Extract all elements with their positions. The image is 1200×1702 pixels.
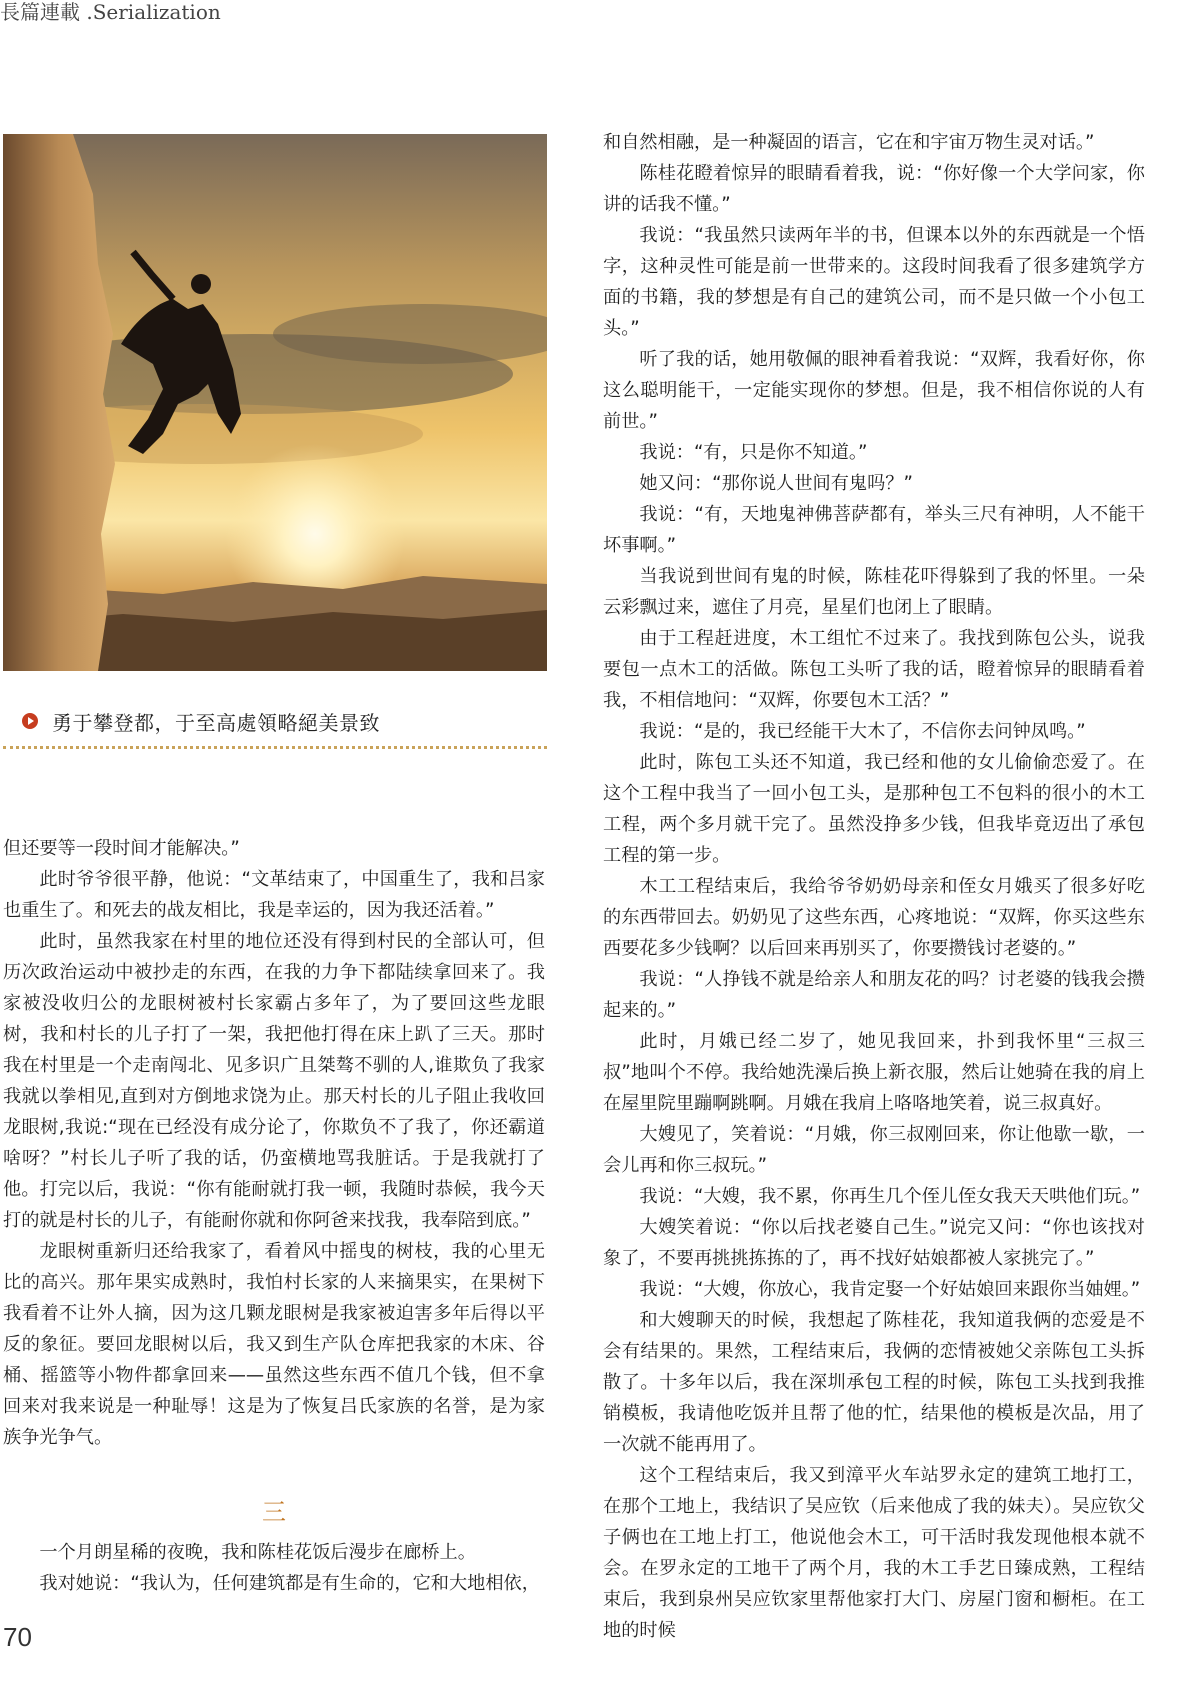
paragraph: 她又问：“那你说人世间有鬼吗？” <box>639 473 913 494</box>
photo-illustration <box>3 134 547 671</box>
left-column <box>3 833 545 1599</box>
paragraph: 陈桂花瞪着惊异的眼睛看着我，说：“你好像一个大学问家，你讲的话我不懂。” <box>603 163 1145 215</box>
paragraph: 我说：“有，天地鬼神佛菩萨都有，举头三尺有神明，人不能干坏事啊。” <box>603 504 1145 556</box>
paragraph: 我说：“是的，我已经能干大木了，不信你去问钟凤鸣。” <box>639 721 1086 742</box>
right-column <box>603 127 1145 1646</box>
page-number: 70 <box>3 1622 32 1652</box>
paragraph: 我说：“人挣钱不就是给亲人和朋友花的吗？讨老婆的钱我会攒起来的。” <box>603 969 1145 1021</box>
paragraph: 和大嫂聊天的时候，我想起了陈桂花，我知道我俩的恋爱是不会有结果的。果然，工程结束后，我俩的恋情被她父亲陈包工头拆散了。十多年以后，我在深圳承包工程的时候，陈包工头找到我推销模板，我请他吃饭并且帮了他的忙，结果他的模板是次品，用了一次就不能再用了。 <box>603 1310 1145 1455</box>
paragraph: 我说：“大嫂，你放心，我肯定娶一个好姑娘回来跟你当妯娌。” <box>639 1279 1141 1300</box>
paragraph: 一个月朗星稀的夜晚，我和陈桂花饭后漫步在廊桥上。 <box>39 1542 476 1563</box>
paragraph: 木工工程结束后，我给爷爷奶奶母亲和侄女月娥买了很多好吃的东西带回去。奶奶见了这些东西，心疼地说：“双辉，你买这些东西要花多少钱啊？以后回来再别买了，你要攒钱讨老婆的。” <box>603 876 1145 959</box>
paragraph: 这个工程结束后，我又到漳平火车站罗永定的建筑工地打工，在那个工地上，我结识了吴应钦（后来他成了我的妹夫）。吴应钦父子俩也在工地上打工，他说他会木工，可干活时我发现他根本就不会。在罗永定的工地干了两个月，我的木工手艺日臻成熟，工程结束后，我到泉州吴应钦家里帮他家打大门、房屋门窗和橱柜。在工地的时候 <box>603 1465 1145 1641</box>
running-header: 長篇連載 .Serialization <box>0 0 221 24</box>
paragraph: 我说：“有，只是你不知道。” <box>639 442 868 463</box>
paragraph: 听了我的话，她用敬佩的眼神看着我说：“双辉，我看好你，你这么聪明能干，一定能实现你的梦想。但是，我不相信你说的人有前世。” <box>603 349 1145 432</box>
paragraph: 我说：“大嫂，我不累，你再生几个侄儿侄女我天天哄他们玩。” <box>639 1186 1141 1207</box>
paragraph: 当我说到世间有鬼的时候，陈桂花吓得躲到了我的怀里。一朵云彩飘过来，遮住了月亮，星星们也闭上了眼睛。 <box>603 566 1145 618</box>
photo-caption <box>22 703 547 739</box>
paragraph: 此时，陈包工头还不知道，我已经和他的女儿偷偷恋爱了。在这个工程中我当了一回小包工头，是那种包工不包料的很小的木工工程，两个多月就干完了。虽然没挣多少钱，但我毕竟迈出了承包工程的第一步。 <box>603 752 1145 866</box>
climber-sunset-photo <box>3 134 547 671</box>
paragraph: 由于工程赶进度，木工组忙不过来了。我找到陈包公头，说我要包一点木工的活做。陈包工头听了我的话，瞪着惊异的眼睛看着我，不相信地问：“双辉，你要包木工活？” <box>603 628 1145 711</box>
paragraph: 但还要等一段时间才能解决。” <box>3 838 240 859</box>
caption-text: 勇于攀登都，于至高處領略絕美景致 <box>52 710 380 735</box>
paragraph: 我对她说：“我认为，任何建筑都是有生命的，它和大地相依， <box>39 1573 540 1594</box>
paragraph: 此时爷爷很平静，他说：“文革结束了，中国重生了，我和吕家也重生了。和死去的战友相比，我是幸运的，因为我还活着。” <box>3 869 545 921</box>
paragraph: 大嫂笑着说：“你以后找老婆自己生。”说完又问：“你也该找对象了，不要再挑挑拣拣的了，再不找好姑娘都被人家挑完了。” <box>603 1217 1145 1269</box>
paragraph: 和自然相融，是一种凝固的语言，它在和宇宙万物生灵对话。” <box>603 132 1095 153</box>
play-icon <box>22 713 38 729</box>
section-heading: 三 <box>262 1498 286 1526</box>
paragraph: 龙眼树重新归还给我家了，看着风中摇曳的树枝，我的心里无比的高兴。那年果实成熟时，我怕村长家的人来摘果实，在果树下我看着不让外人摘，因为这几颗龙眼树是我家被迫害多年后得以平反的象征。要回龙眼树以后，我又到生产队仓库把我家的木床、谷桶、摇篮等小物件都拿回来——虽然这些东西不值几个钱，但不拿回来对我来说是一种耻辱！这是为了恢复吕氏家族的名誉，是为家族争光争气。 <box>3 1241 545 1448</box>
paragraph: 我说：“我虽然只读两年半的书，但课本以外的东西就是一个悟字，这种灵性可能是前一世带来的。这段时间我看了很多建筑学方面的书籍，我的梦想是有自己的建筑公司，而不是只做一个小包工头。” <box>603 225 1145 339</box>
dotted-divider <box>3 746 547 749</box>
paragraph: 大嫂见了，笑着说：“月娥，你三叔刚回来，你让他歇一歇，一会儿再和你三叔玩。” <box>603 1124 1145 1176</box>
paragraph: 此时，月娥已经二岁了，她见我回来，扑到我怀里“三叔三叔”地叫个不停。我给她洗澡后换上新衣服，然后让她骑在我的肩上在屋里院里蹦啊跳啊。月娥在我肩上咯咯地笑着，说三叔真好。 <box>603 1031 1145 1114</box>
paragraph: 此时，虽然我家在村里的地位还没有得到村民的全部认可，但历次政治运动中被抄走的东西，在我的力争下都陆续拿回来了。我家被没收归公的龙眼树被村长家霸占多年了，为了要回这些龙眼树，我和村长的儿子打了一架，我把他打得在床上趴了三天。那时我在村里是一个走南闯北、见多识广且桀骜不驯的人,谁欺负了我家我就以拳相见,直到对方倒地求饶为止。那天村长的儿子阻止我收回龙眼树,我说:“现在已经没有成分论了，你欺负不了我了，你还霸道啥呀？”村长儿子听了我的话，仍蛮横地骂我脏话。于是我就打了他。打完以后，我说：“你有能耐就打我一顿，我随时恭候，我今天打的就是村长的儿子，有能耐你就和你阿爸来找我，我奉陪到底。” <box>3 931 545 1231</box>
